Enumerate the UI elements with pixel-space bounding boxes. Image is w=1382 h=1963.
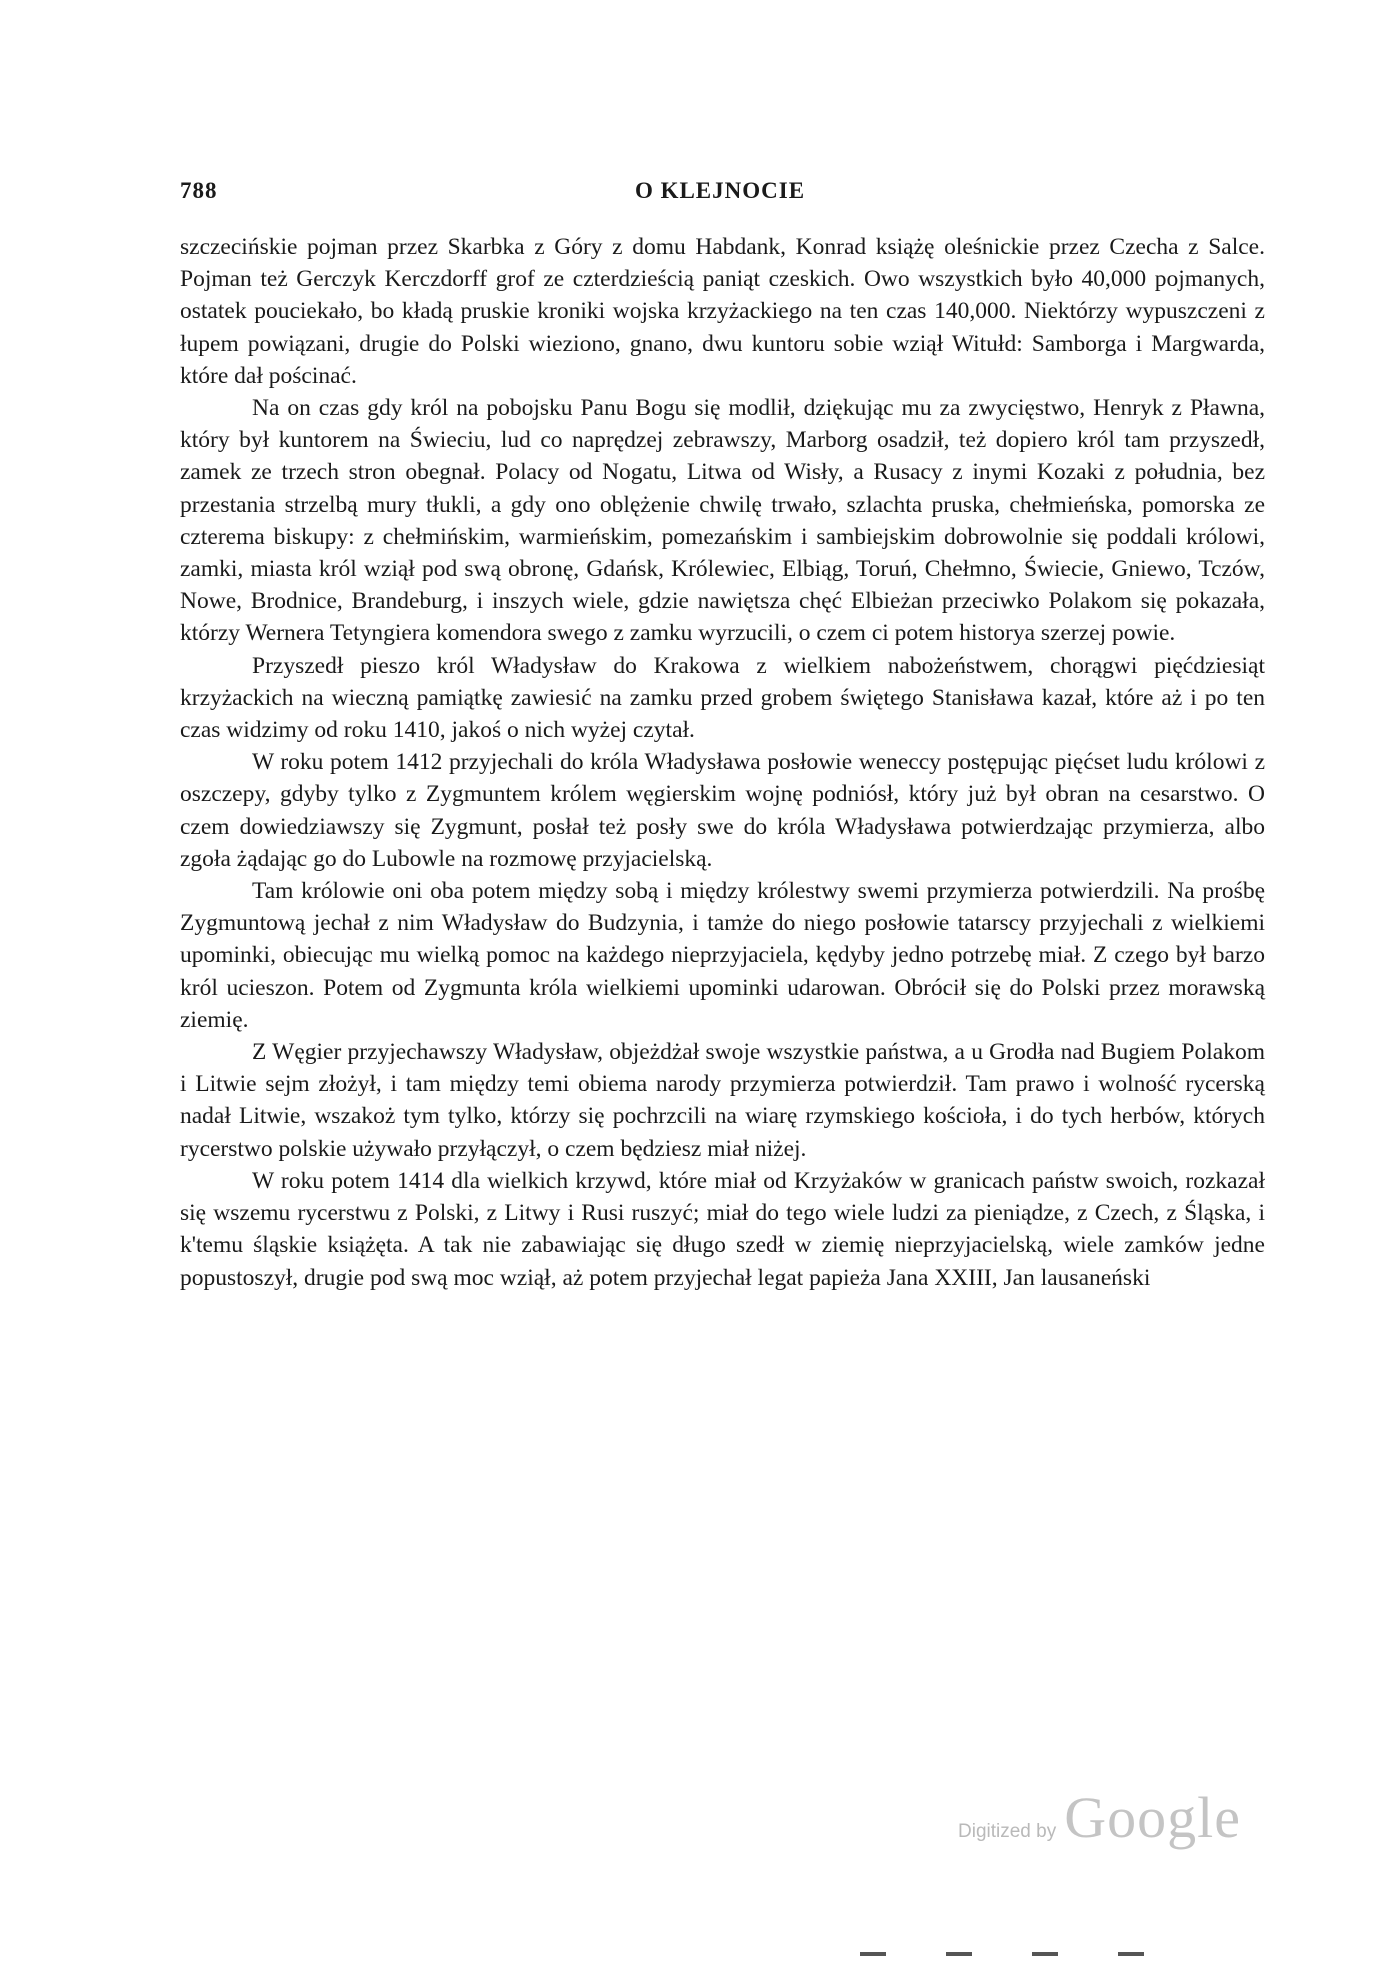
paragraph-4: W roku potem 1412 przyjechali do króla Władysława posłowie weneccy postępując pięćset ludu królowi z oszczepy, gdyby tylko z Zygmuntem królem węgierskim wojnę podniósł, który już był obran na cesarstwo. O czem dowiedziawszy się Zygmunt, posłał też posły swe do króla Władysława potwierdzając przymierza, albo zgoła żądając go do Lubowle na rozmowę przyjacielską.: [180, 749, 1265, 872]
paragraph-3: Przyszedł pieszo król Władysław do Krakowa z wielkiem nabożeństwem, chorągwi pięćdziesiąt krzyżackich na wieczną pamiątkę zawiesić na zamku przed grobem świętego Stanisława kazał, które aż i po ten czas widzimy od roku 1410, jakoś o nich wyżej czytał.: [180, 652, 1265, 744]
paragraph-2: Na on czas gdy król na pobojsku Panu Bogu się modlił, dziękując mu za zwycięstwo, Henryk z Pławna, który był kuntorem na Świeciu, lud co naprędzej zebrawszy, Marborg osadził, też dopiero król tam przyszedł, zamek ze trzech stron obegnał. Polacy od Nogatu, Litwa od Wisły, a Rusacy z inymi Kozaki z południa, bez przestania strzelbą mury tłukli, a gdy ono oblężenie chwilę trwało, szlachta pruska, chełmieńska, pomorska ze czterema biskupy: z chełmińskim, warmieńskim, pomezańskim i sambiejskim dobrowolnie się poddali królowi, zamki, miasta król wziął pod swą obronę, Gdańsk, Królewiec, Elbiąg, Toruń, Chełmno, Świecie, Gniewo, Tczów, Nowe, Brodnice, Brandeburg, i inszych wiele, gdzie nawiętsza chęć Elbieżan przeciwko Polakom się pokazała, którzy Wernera Tetyngiera komendora swego z zamku wyrzucili, o czem ci potem historya szerzej powie.: [180, 395, 1265, 647]
paragraph-1: szczecińskie pojman przez Skarbka z Góry z domu Habdank, Konrad książę oleśnickie przez Czecha z Salce. Pojman też Gerczyk Kerczdorff grof ze czterdzieścią paniąt czeskich. Owo wszystkich było 40,000 pojmanych, ostatek pouciekało, bo kładą pruskie kroniki wojska krzyżackiego na ten czas 140,000. Niektórzy wypuszczeni z łupem powiązani, drugie do Polski wieziono, gnano, dwu kuntoru sobie wziął Witułd: Samborga i Margwarda, które dał pościnać.: [180, 234, 1265, 389]
edge-mark: [1118, 1952, 1144, 1956]
digitized-watermark: [958, 1784, 1241, 1851]
edge-mark: [1032, 1952, 1058, 1956]
edge-mark: [860, 1952, 886, 1956]
paragraph-5: Tam królowie oni oba potem między sobą i między królestwy swemi przymierza potwierdzili. Na prośbę Zygmuntową jechał z nim Władysław do Budzynia, i tamże do niego posłowie tatarscy przyjechali z wielkiemi upominki, obiecując mu wielką pomoc na każdego nieprzyjaciela, kędyby jedno potrzebę miał. Z czego był barzo król ucieszon. Potem od Zygmunta króla wielkiemi upominki udarowan. Obrócił się do Polski przez morawską ziemię.: [180, 878, 1265, 1033]
paragraph-6: Z Węgier przyjechawszy Władysław, objeżdżał swoje wszystkie państwa, a u Grodła nad Bugiem Polakom i Litwie sejm złożył, i tam między temi obiema narody przymierza potwierdził. Tam prawo i wolność rycerską nadał Litwie, wszakoż tym tylko, którzy się pochrzcili na wiarę rzymskiego kościoła, i do tych herbów, których rycerstwo polskie używało przyłączył, o czem będziesz miał niżej.: [180, 1039, 1265, 1162]
page-header: [180, 178, 1260, 208]
running-title: O KLEJNOCIE: [634, 178, 806, 203]
paragraph-7: W roku potem 1414 dla wielkich krzywd, które miał od Krzyżaków w granicach państw swoich, rozkazał się wszemu rycerstwu z Polski, z Litwy i Rusi ruszyć; miał do tego wiele ludzi za pieniądze, z Czech, z Śląska, i k'temu śląskie książęta. A tak nie zabawiając się długo szedł w ziemię nieprzyjacielską, wiele zamków jedne popustoszył, drugie pod swą moc wziął, aż potem przyjechał legat papieża Jana XXIII, Jan lausaneński: [180, 1167, 1265, 1291]
google-logo: Google: [1064, 1785, 1241, 1850]
bottom-edge-marks: [860, 1952, 1260, 1958]
page-number: 788: [180, 178, 218, 203]
page-body: [180, 231, 1265, 1294]
watermark-prefix: Digitized by: [958, 1821, 1057, 1842]
edge-mark: [946, 1952, 972, 1956]
